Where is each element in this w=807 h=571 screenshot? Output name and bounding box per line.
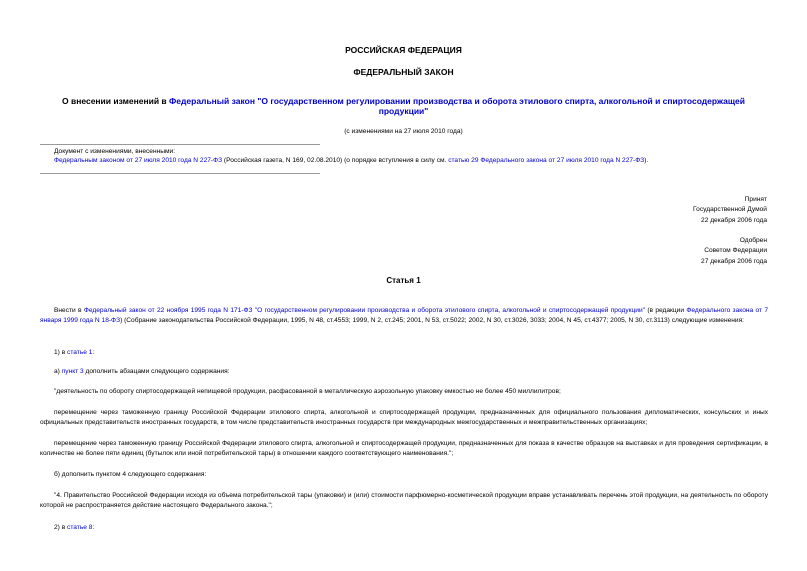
item1-article-link[interactable]: статье 1 — [67, 349, 93, 356]
country-heading: РОССИЙСКАЯ ФЕДЕРАЦИЯ — [345, 45, 462, 55]
revision-note: (с изменениями на 27 июля 2010 года) — [344, 128, 463, 135]
intro-law-link[interactable]: Федеральный закон от 22 ноября 1995 года N 171-ФЗ "О государственном регулировании производства и оборота этилового спирта, алкогольной и спиртосодержащей продукции" — [83, 307, 646, 314]
changes-text1: (Российская газета, N 169, 02.08.2010) (о порядке вступления в силу см. — [222, 157, 449, 164]
item2-article-link[interactable]: статье 8 — [67, 524, 93, 531]
item1a-text2: дополнить абзацами следующего содержания: — [83, 368, 230, 375]
quote4-paragraph: "4. Правительство Российской Федерации исходя из объема потребительской тары (упаковки) и (или) стоимости парфюмерно-косметической продукции вправе устанавливать перечень этой продукции, на деятельность по обороту которой не распространяется действие настоящего Федерального закона."; — [40, 492, 768, 509]
item1-text1: 1) в — [54, 349, 68, 356]
item1a-point-link[interactable]: пункт 3 — [61, 368, 84, 375]
intro-paragraph — [40, 306, 768, 326]
article-title: Статья 1 — [386, 276, 421, 285]
quote2-paragraph: перемещение через таможенную границу Российской Федерации этилового спирта, алкогольной и спиртосодержащей продукции, предназначенных для официального пользования дипломатических, консульских и иных официальных представительств иностранных государств, в том числе представительств иностранных государств при международных межгосударственных и межправительственных организациях; — [40, 409, 768, 426]
approved-line3: 27 декабря 2006 года — [701, 257, 767, 265]
adopted-line1: Принят — [744, 196, 767, 203]
approved-block — [701, 236, 767, 267]
item1a-text1: а) — [54, 368, 62, 375]
item1b-paragraph: б) дополнить пунктом 4 следующего содержания: — [54, 471, 207, 478]
approved-line2: Советом Федерации — [704, 247, 767, 255]
item1-text2: : — [92, 349, 95, 356]
changes-top-rule — [40, 144, 320, 145]
changes-heading: Документ с изменениями, внесенными: — [54, 148, 176, 155]
changes-line — [54, 156, 774, 165]
item2 — [54, 523, 94, 533]
changes-text2: ). — [644, 157, 649, 164]
item2-text2: : — [92, 524, 95, 531]
intro-text3: ) (Собрание законодательства Российской Федерации, 1995, N 48, ст.4553; 1999, N 2, ст.245; 2001, N 53, ст.5022; 2002, N 30, ст.3026, 3033; 2004, N 45, ст.4377; 2005, N 30, ст.3113) следующие изменения: — [120, 317, 745, 324]
intro-text2: (в редакции — [645, 307, 687, 314]
changes-law-link[interactable]: Федеральным законом от 27 июля 2010 года N 227-ФЗ — [54, 157, 223, 164]
adopted-block — [693, 195, 767, 226]
changes-bottom-rule — [40, 173, 320, 174]
item1a — [54, 367, 230, 377]
intro-text1: Внести в — [54, 307, 84, 314]
changes-article-link[interactable]: статью 29 Федерального закона от 27 июля 2010 года N 227-ФЗ — [448, 157, 645, 164]
item1 — [54, 348, 94, 358]
item2-text1: 2) в — [54, 524, 68, 531]
document-title — [40, 96, 767, 116]
quote1-paragraph: "деятельность по обороту спиртосодержащей непищевой продукции, расфасованной в металлическую аэрозольную упаковку емкостью не более 450 миллилитров; — [54, 388, 561, 395]
doc-type-heading: ФЕДЕРАЛЬНЫЙ ЗАКОН — [353, 67, 454, 77]
title-prefix: О внесении изменений в — [62, 96, 170, 106]
quote3-paragraph: перемещение через таможенную границу Российской Федерации этилового спирта, алкогольной и спиртосодержащей продукции, предназначенных для показа в качестве образцов на выставках и для проведения сертификации, в количестве не более пяти единиц (бутылок или иной потребительской тары) в отношении каждого соответствующего наименования."; — [40, 440, 768, 457]
adopted-line3: 22 декабря 2006 года — [701, 216, 767, 224]
adopted-line2: Государственной Думой — [693, 206, 767, 214]
intro-edition-link[interactable]: Федерального закона от 7 января 1999 года N 18-ФЗ — [40, 307, 768, 324]
title-law-link[interactable]: Федеральный закон "О государственном регулировании производства и оборота этилового спирта, алкогольной и спиртосодержащей продукции" — [169, 96, 745, 116]
approved-line1: Одобрен — [739, 237, 767, 244]
